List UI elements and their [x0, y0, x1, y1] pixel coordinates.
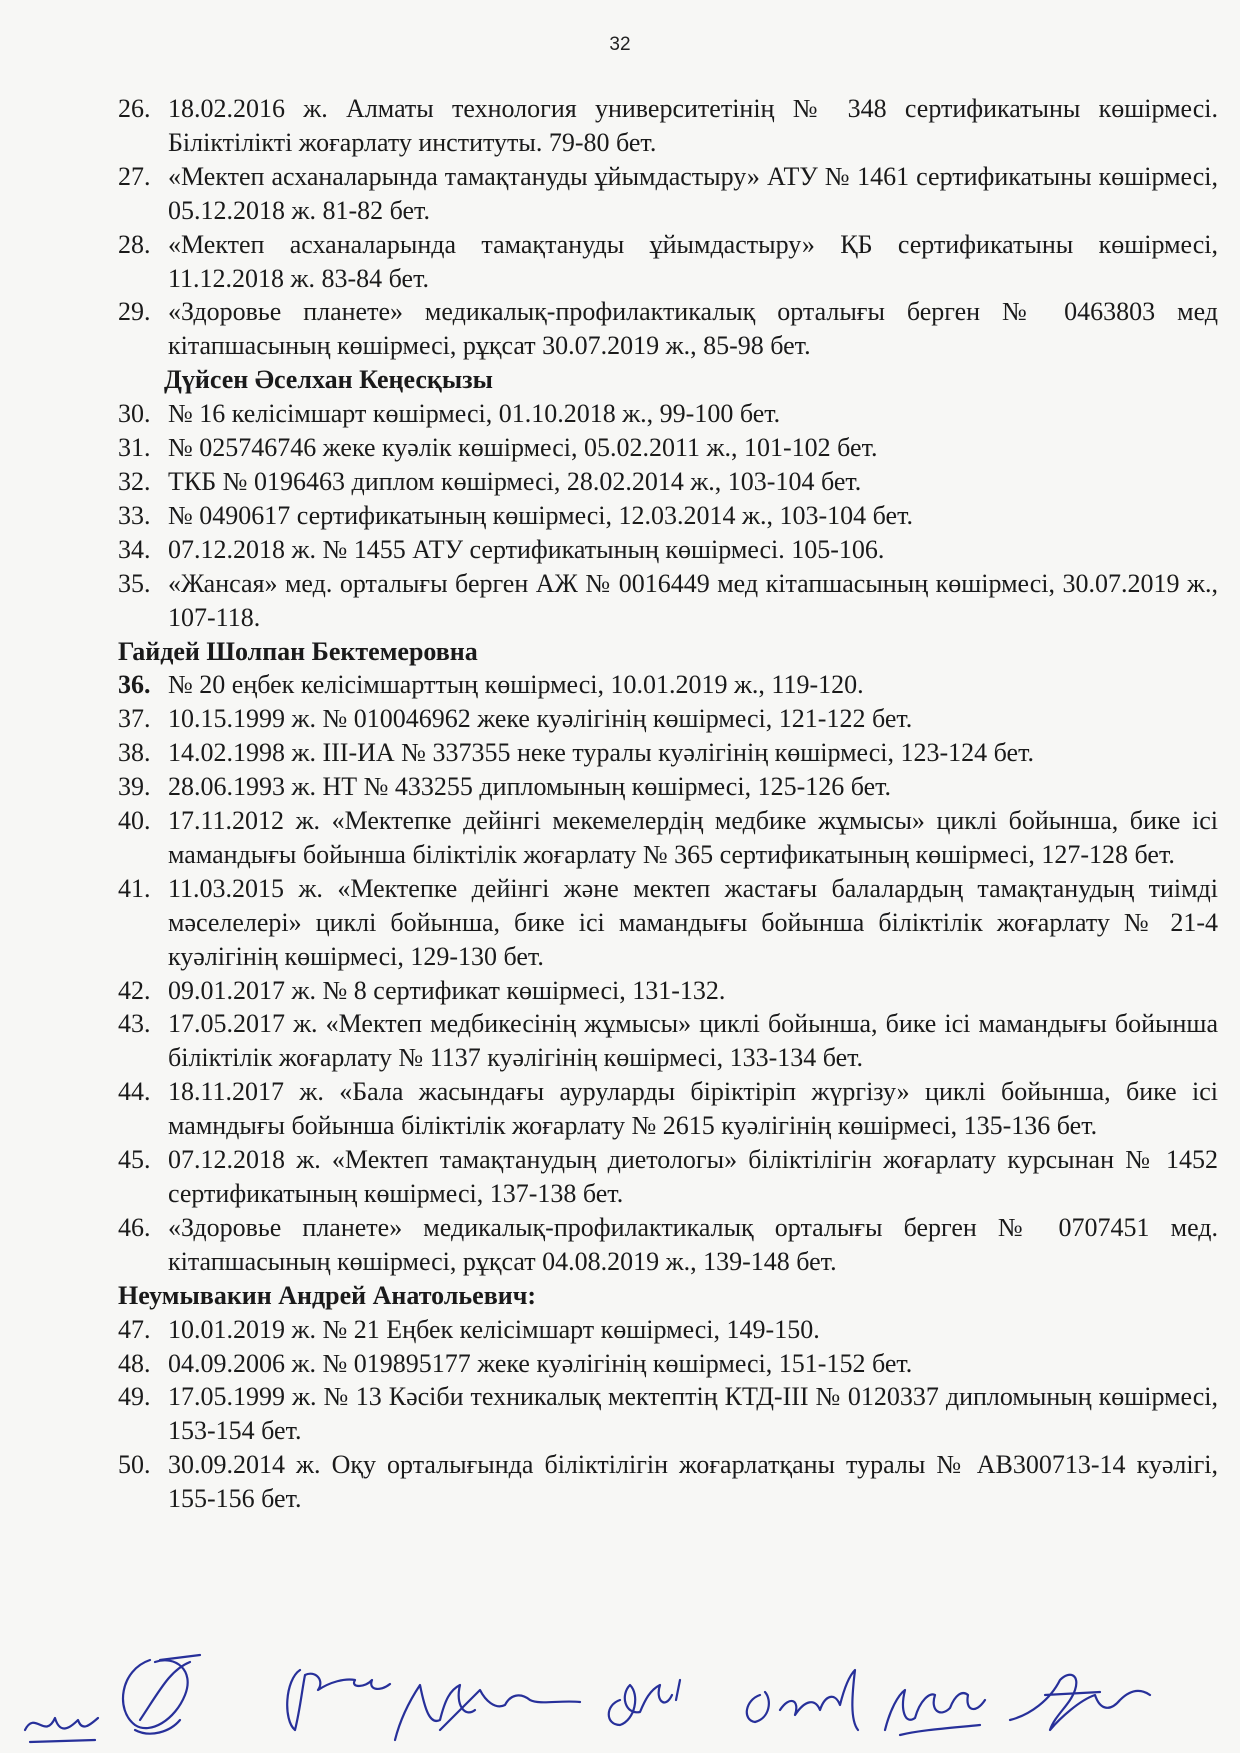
item-number: 34.: [118, 534, 151, 564]
signature-4: [395, 1685, 580, 1740]
item-text: «Мектеп асханаларында тамақтануды ұйымдастыру» ҚБ сертификатыны көшірмесі, 11.12.2018 ж. 83-84 бет.: [168, 229, 1218, 293]
list-item: [118, 770, 1218, 804]
section-gaidei: [118, 635, 1218, 1279]
list-item: [118, 804, 1218, 872]
item-number: 45.: [118, 1145, 151, 1175]
person-heading: Неумывакин Андрей Анатольевич:: [118, 1280, 537, 1310]
item-number: 40.: [118, 806, 151, 836]
list-item: [118, 92, 1218, 160]
list-item: [118, 1313, 1218, 1347]
signature-3: [287, 1670, 390, 1730]
list-item: [118, 465, 1218, 499]
list-item: [118, 1448, 1218, 1516]
item-text: 07.12.2018 ж. «Мектеп тамақтанудың диетологы» біліктілігін жоғарлату курсынан № 1452 сертификатының көшірмесі, 137-138 бет.: [168, 1145, 1218, 1208]
signature-1: [25, 1718, 98, 1742]
item-text: 04.09.2006 ж. № 019895177 жеке куәлігінің көшірмесі, 151-152 бет.: [168, 1348, 913, 1378]
item-text: 07.12.2018 ж. № 1455 АТУ сертификатының көшірмесі. 105-106.: [168, 534, 885, 564]
section-neumyvakin: [118, 1279, 1218, 1516]
item-text: 28.06.1993 ж. НТ № 433255 дипломының көшірмесі, 125-126 бет.: [168, 772, 892, 802]
item-text: № 20 еңбек келісімшарттың көшірмесі, 10.01.2019 ж., 119-120.: [168, 670, 864, 700]
item-number: 49.: [118, 1382, 151, 1412]
list-item: [118, 567, 1218, 635]
item-text: ТКБ № 0196463 диплом көшірмесі, 28.02.2014 ж., 103-104 бет.: [168, 466, 862, 496]
page-number: 32: [609, 34, 631, 55]
list-item: [118, 295, 1218, 363]
item-number: 39.: [118, 772, 151, 802]
item-text: «Жансая» мед. орталығы берген АЖ № 0016449 мед кітапшасының көшірмесі, 30.07.2019 ж., 107-118.: [168, 568, 1218, 632]
item-number: 31.: [118, 433, 151, 463]
item-text: «Здоровье планете» медикалық-профилактикалық орталығы берген № 0463803 мед кітапшасының көшірмесі, рұқсат 30.07.2019 ж., 85-98 бет.: [168, 297, 1218, 361]
list-item: [118, 872, 1218, 974]
list-item: [118, 668, 1218, 702]
list-item: [118, 160, 1218, 228]
list-item: [118, 1143, 1218, 1211]
item-text: «Здоровье планете» медикалық-профилактикалық орталығы берген № 0707451 мед. кітапшасының көшірмесі, рұқсат 04.08.2019 ж., 139-148 бет.: [168, 1212, 1218, 1276]
item-number: 46.: [118, 1212, 151, 1242]
item-text: № 16 келісімшарт көшірмесі, 01.10.2018 ж., 99-100 бет.: [168, 399, 781, 429]
item-number: 38.: [118, 738, 151, 768]
item-text: 17.05.1999 ж. № 13 Кәсіби техникалық мектептің КТД-ІІІ № 0120337 дипломының көшірмесі, 153-154 бет.: [168, 1382, 1218, 1446]
list-item: [118, 736, 1218, 770]
item-number: 32.: [118, 466, 151, 496]
list-item: [118, 1007, 1218, 1075]
item-text: 18.02.2016 ж. Алматы технология университетінің № 348 сертификатыны көшірмесі. Біліктілікті жоғарлату институты. 79-80 бет.: [168, 94, 1218, 157]
list-item: [118, 1380, 1218, 1448]
list-item: [118, 1075, 1218, 1143]
item-text: 14.02.1998 ж. ІІІ-ИА № 337355 неке туралы куәлігінің көшірмесі, 123-124 бет.: [168, 738, 1034, 768]
signature-6: [747, 1670, 858, 1730]
item-text: «Мектеп асханаларында тамақтануды ұйымдастыру» АТУ № 1461 сертификатыны көшірмесі, 05.12.2018 ж. 81-82 бет.: [168, 161, 1218, 225]
list-item: [118, 533, 1218, 567]
item-text: 10.01.2019 ж. № 21 Еңбек келісімшарт көшірмесі, 149-150.: [168, 1314, 820, 1344]
signature-2: [123, 1655, 200, 1734]
person-heading: Гайдей Шолпан Бектемеровна: [118, 636, 478, 666]
signature-5: [609, 1680, 680, 1725]
signature-row: [0, 1600, 1240, 1753]
item-number: 50.: [118, 1450, 151, 1480]
item-number: 36.: [118, 670, 151, 700]
item-text: 11.03.2015 ж. «Мектепке дейінгі және мектеп жастағы балалардың тамақтанудың тиімді мәселелері» циклі бойынша, бике ісі мамандығы бойынша біліктілік жоғарлату № 21-4 куәлігінің көшірмесі, 129-130 бет.: [168, 873, 1218, 971]
item-number: 27.: [118, 161, 151, 191]
item-number: 26.: [118, 94, 151, 123]
item-text: № 0490617 сертификатының көшірмесі, 12.03.2014 ж., 103-104 бет.: [168, 500, 913, 530]
item-text: 10.15.1999 ж. № 010046962 жеке куәлігінің көшірмесі, 121-122 бет.: [168, 704, 913, 734]
item-number: 37.: [118, 704, 151, 734]
item-number: 35.: [118, 568, 151, 598]
item-number: 42.: [118, 975, 151, 1005]
signature-7: [885, 1690, 985, 1735]
person-heading: Дүйсен Әселхан Кеңесқызы: [164, 365, 493, 395]
signature-8: [1010, 1675, 1150, 1730]
item-text: 17.11.2012 ж. «Мектепке дейінгі мекемелердің медбике жұмысы» циклі бойынша, бике ісі мамандығы бойынша біліктілік жоғарлату № 365 сертификатының көшірмесі, 127-128 бет.: [168, 806, 1218, 869]
document-body: [118, 92, 1218, 1516]
list-item: [118, 397, 1218, 431]
item-number: 43.: [118, 1009, 151, 1039]
item-text: 17.05.2017 ж. «Мектеп медбикесінің жұмысы» циклі бойынша, бике ісі мамандығы бойынша біліктілік жоғарлату № 1137 куәлігінің көшірмесі, 133-134 бет.: [168, 1009, 1218, 1073]
list-item: [118, 974, 1218, 1008]
item-number: 48.: [118, 1348, 151, 1378]
section-duisen: [118, 363, 1218, 634]
item-number: 28.: [118, 229, 151, 259]
item-text: № 025746746 жеке куәлік көшірмесі, 05.02.2011 ж., 101-102 бет.: [168, 433, 878, 463]
item-number: 33.: [118, 500, 151, 530]
item-number: 47.: [118, 1314, 151, 1344]
section-continuation: [118, 92, 1218, 363]
list-item: [118, 1347, 1218, 1381]
list-item: [118, 228, 1218, 296]
item-text: 09.01.2017 ж. № 8 сертификат көшірмесі, 131-132.: [168, 975, 726, 1005]
signatures-svg: [0, 1600, 1240, 1753]
list-item: [118, 702, 1218, 736]
item-number: 41.: [118, 873, 151, 903]
item-text: 30.09.2014 ж. Оқу орталығында біліктілігін жоғарлатқаны туралы № АВ300713-14 куәлігі, 155-156 бет.: [168, 1450, 1218, 1514]
item-number: 29.: [118, 297, 151, 327]
list-item: [118, 499, 1218, 533]
item-number: 30.: [118, 399, 151, 429]
list-item: [118, 431, 1218, 465]
item-number: 44.: [118, 1077, 151, 1107]
item-text: 18.11.2017 ж. «Бала жасындағы ауруларды біріктіріп жүргізу» циклі бойынша, бике ісі мамндығы бойынша біліктілік жоғарлату № 2615 куәлігінің көшірмесі, 135-136 бет.: [168, 1077, 1218, 1141]
list-item: [118, 1211, 1218, 1279]
